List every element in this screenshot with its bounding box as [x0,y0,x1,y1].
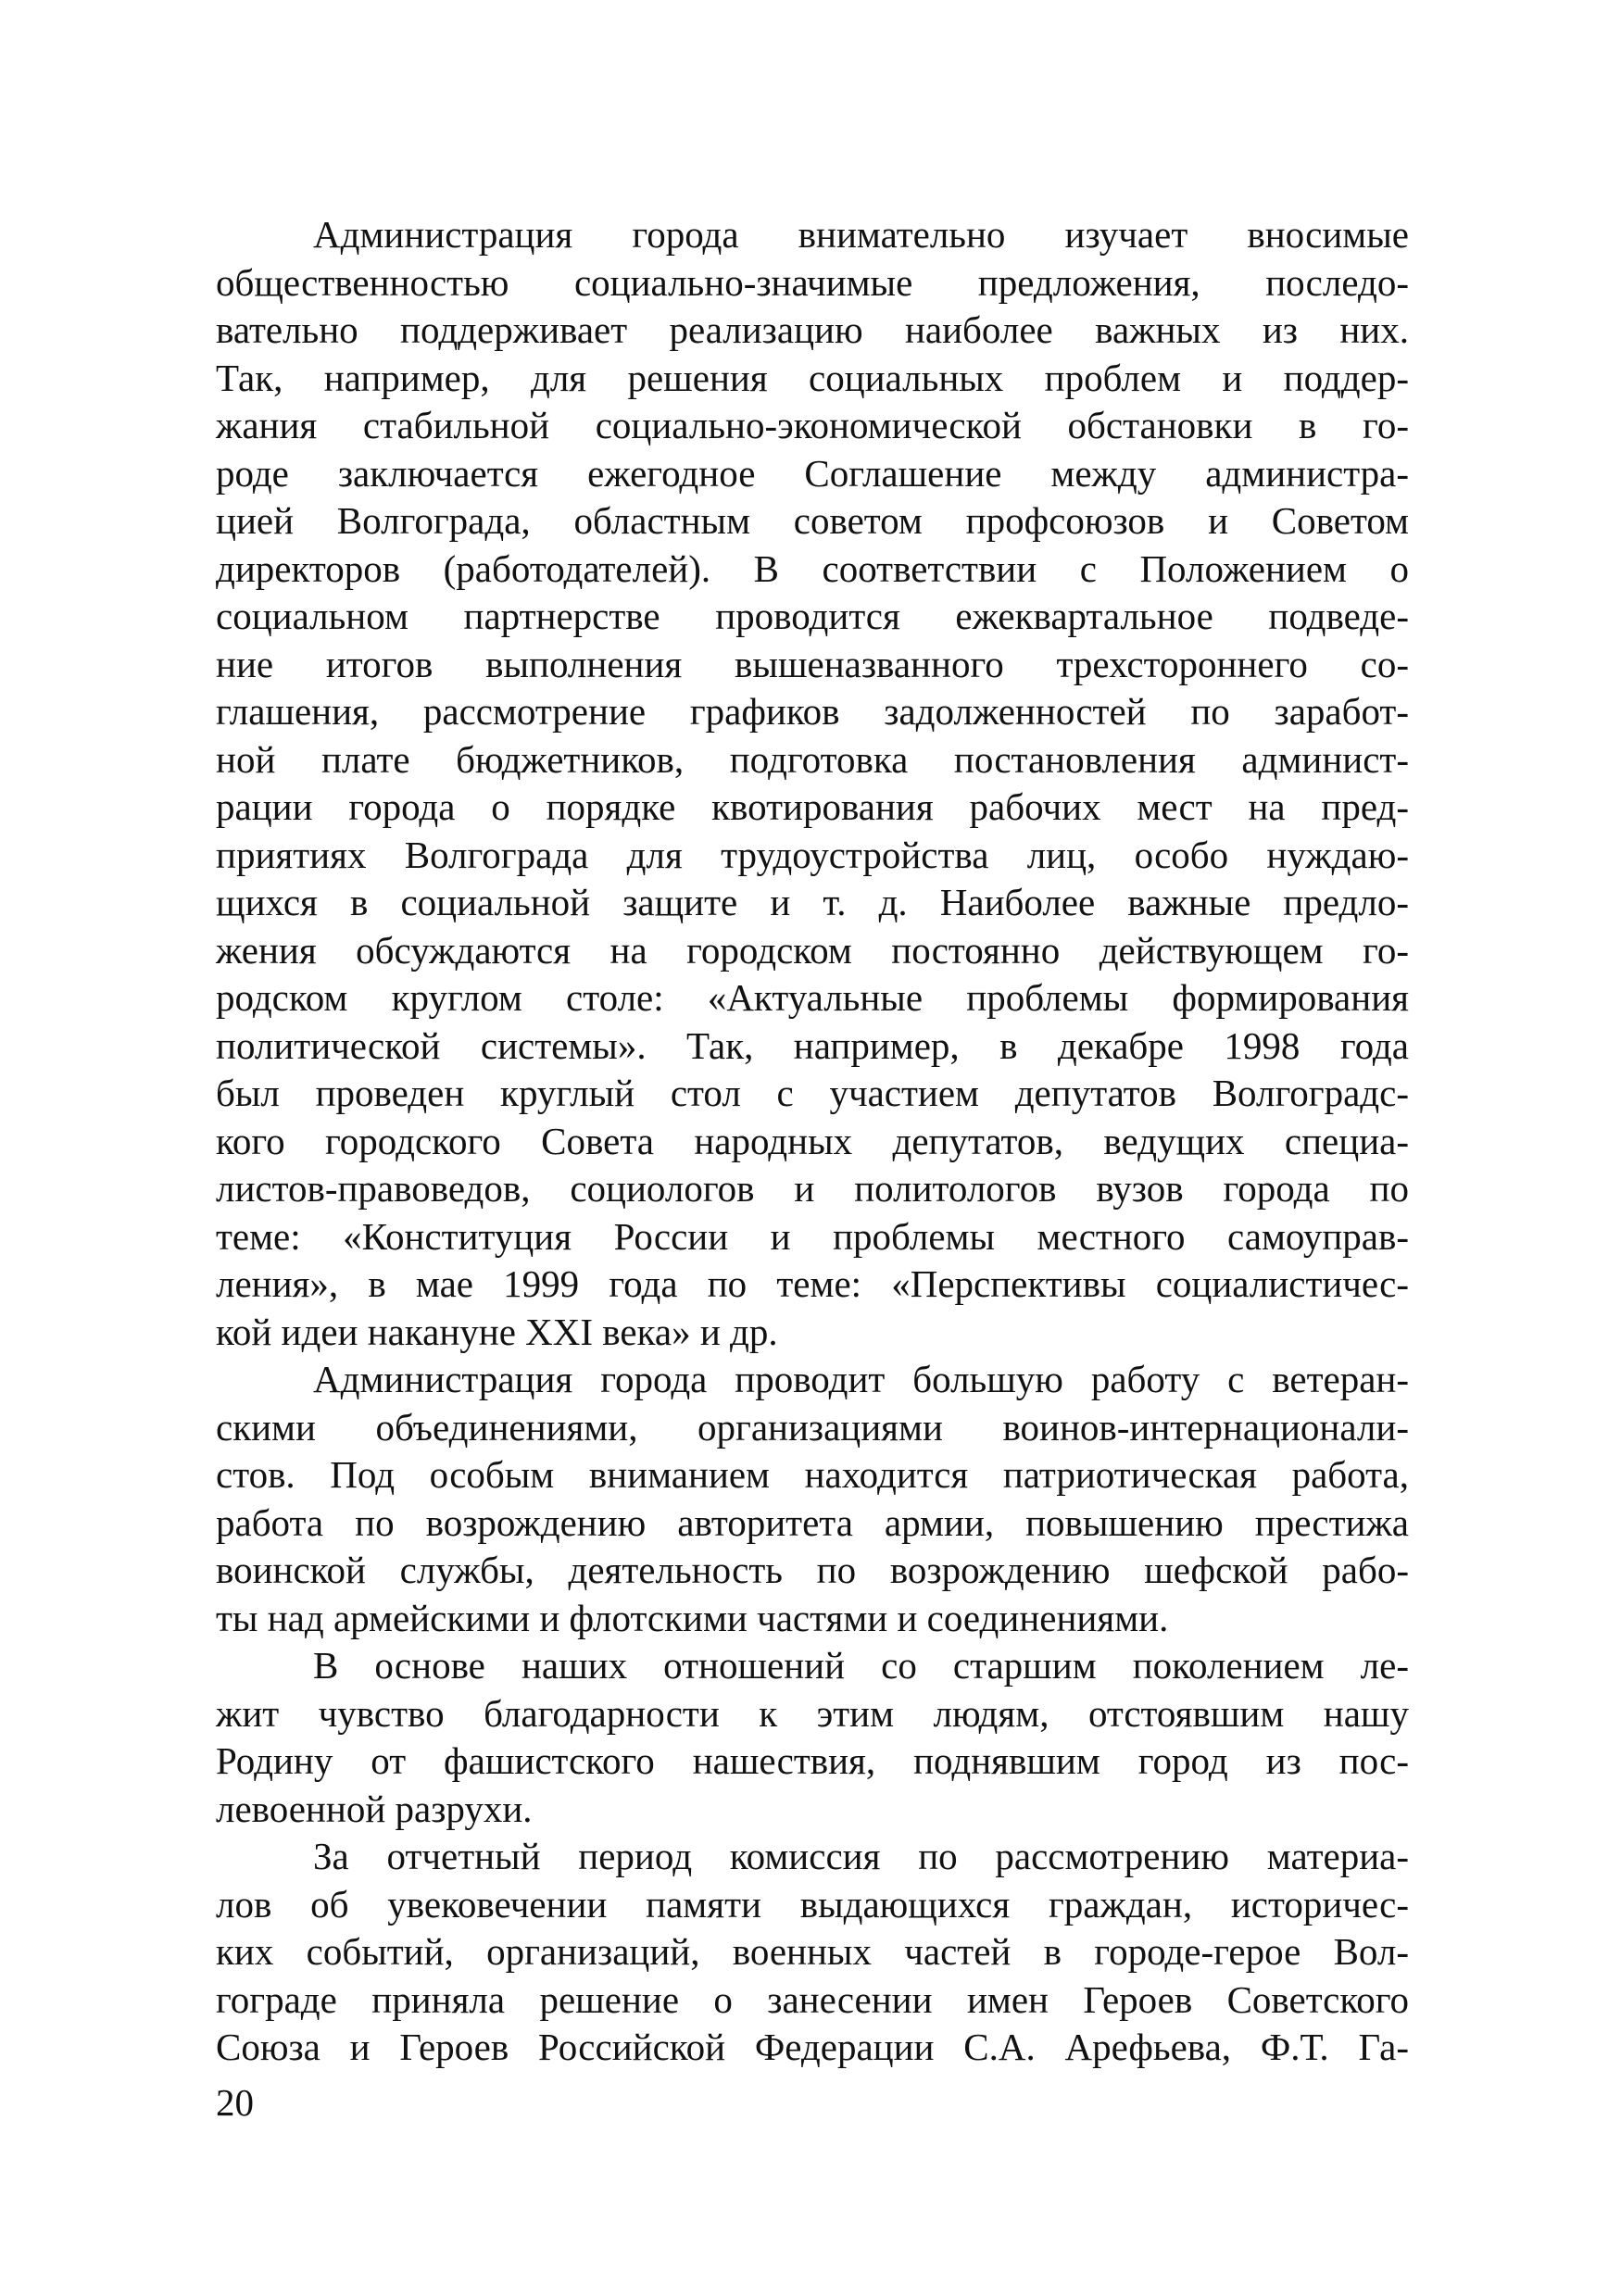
text-line: был проведен круглый стол с участием депутатов Волгоградс- [216,1072,1409,1114]
text-line: жит чувство благодарности к этим людям, отстоявшим нашу [216,1691,1409,1735]
text-line: жения обсуждаются на городском постоянно действующем го- [216,928,1409,972]
text-line: общественностью социально-значимые предложения, последо- [216,260,1409,304]
text-line: кой идеи накануне XXI века» и др. [216,1310,778,1353]
text-line: ние итогов выполнения вышеназванного трехстороннего со- [216,642,1409,685]
text-line: щихся в социальной защите и т. д. Наиболее важные предло- [216,881,1409,923]
text-line: воинской службы, деятельность по возрождению шефской рабо- [216,1549,1409,1591]
text-line: цией Волгограда, областным советом профсоюзов и Советом [216,499,1409,542]
text-line: Так, например, для решения социальных проблем и поддер- [216,356,1409,399]
text-line: рации города о порядке квотирования рабочих мест на пред- [216,785,1409,828]
text-line: жания стабильной социально-экономической обстановки в го- [216,404,1409,446]
text-line: левоенной разрухи. [216,1787,533,1830]
text-line: За отчетный период комиссия по рассмотрению материа- [313,1835,1409,1877]
text-line: ких событий, организаций, военных частей в городе-герое Вол- [216,1930,1409,1973]
text-line: директоров (работодателей). В соответствии с Положением о [216,546,1409,590]
text-line: гограде приняла решение о занесении имен Героев Советского [216,1977,1409,2021]
text-line: политической системы». Так, например, в декабре 1998 года [216,1023,1409,1067]
text-line: стов. Под особым вниманием находится патриотическая работа, [216,1453,1409,1496]
paragraph [216,211,1409,1356]
paragraph [216,1642,1409,1833]
text-line: кого городского Совета народных депутатов, ведущих специа- [216,1119,1409,1162]
text-line: В основе наших отношений со старшим поколением ле- [313,1644,1409,1687]
text-line: родском круглом столе: «Актуальные проблемы формирования [216,976,1409,1019]
text-line: Союза и Героев Российской Федерации С.А. Арефьева, Ф.Т. Га- [216,2026,1409,2068]
text-line: Родину от фашистского нашествия, поднявшим город из пос- [216,1739,1409,1782]
text-line: ты над армейскими и флотскими частями и соединениями. [216,1596,1169,1639]
text-line: листов-правоведов, социологов и политологов вузов города по [216,1167,1409,1210]
text-line: ления», в мае 1999 года по теме: «Перспективы социалистичес- [216,1262,1409,1305]
paragraph [216,1356,1409,1642]
text-line: вательно поддерживает реализацию наиболее важных из них. [216,308,1409,351]
text-line: глашения, рассмотрение графиков задолженностей по заработ- [216,690,1409,733]
text-line: работа по возрождению авторитета армии, повышению престижа [216,1500,1409,1544]
body-text [216,211,1409,2072]
text-line: Администрация города проводит большую работу с ветеран- [313,1358,1409,1400]
page-number: 20 [216,2081,254,2124]
text-line: лов об увековечении памяти выдающихся граждан, историчес- [216,1882,1409,1926]
text-line: роде заключается ежегодное Соглашение между администра- [216,451,1409,495]
text-line: теме: «Конституция России и проблемы местного самоуправ- [216,1214,1409,1258]
paragraph [216,1833,1409,2072]
text-line: приятиях Волгограда для трудоустройства лиц, особо нуждаю- [216,833,1409,876]
text-line: скими объединениями, организациями воинов-интернационали- [216,1405,1409,1449]
text-line: ной плате бюджетников, подготовка постановления админист- [216,737,1409,781]
text-line: Администрация города внимательно изучает вносимые [313,213,1409,256]
text-line: социальном партнерстве проводится ежеквартальное подведе- [216,595,1409,637]
